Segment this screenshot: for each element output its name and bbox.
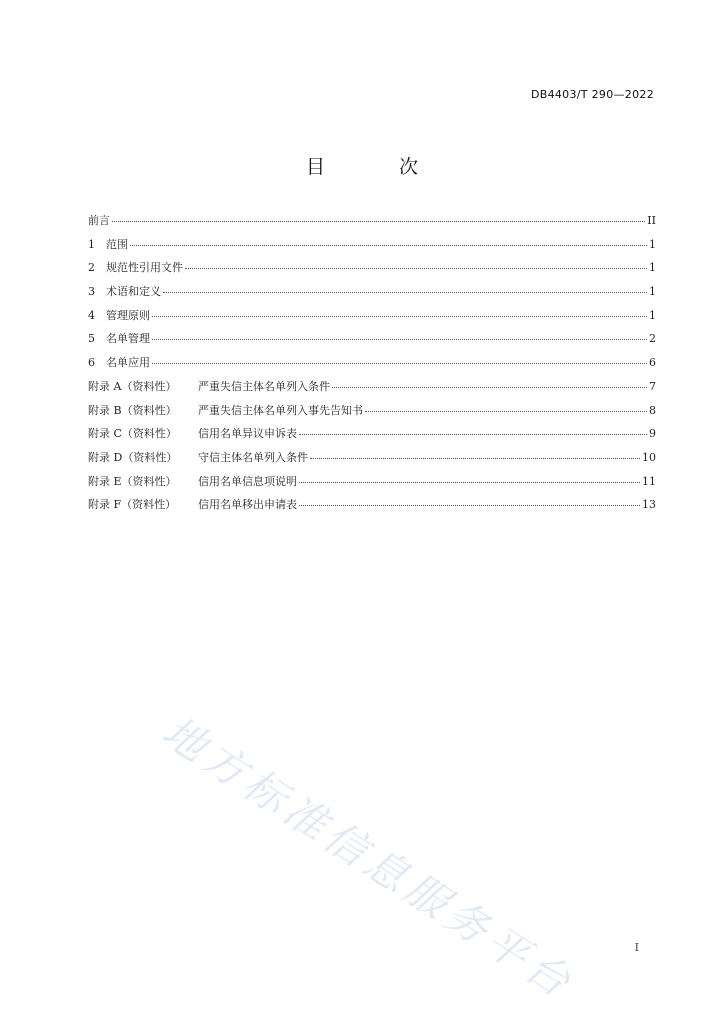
toc-section-number: 2 (88, 261, 95, 275)
toc-entry[interactable] (88, 425, 656, 449)
toc-entry[interactable] (88, 354, 656, 378)
toc-page-number: 1 (649, 308, 656, 322)
toc-entry[interactable] (88, 212, 656, 236)
toc-page-number: 7 (649, 379, 656, 393)
toc-dot-leader (299, 504, 640, 506)
toc-page-number: 6 (649, 356, 656, 370)
toc-entry-title: 信用名单信息项说明 (198, 474, 297, 488)
toc-entry[interactable] (88, 496, 656, 520)
toc-dot-leader (310, 457, 640, 459)
toc-page-number: 9 (649, 427, 656, 441)
toc-entry[interactable] (88, 307, 656, 331)
toc-section-number: 1 (88, 237, 95, 251)
toc-page-number: II (647, 214, 656, 227)
toc-entry-title: 严重失信主体名单列入条件 (198, 379, 330, 393)
toc-appendix-label: 附录 B（资料性） (88, 403, 177, 417)
toc-section-number: 4 (88, 308, 95, 322)
toc-entry-title: 术语和定义 (106, 285, 161, 299)
toc-entry-title: 信用名单异议申诉表 (198, 427, 297, 441)
toc-entry[interactable] (88, 378, 656, 402)
toc-dot-leader (112, 220, 645, 222)
toc-entry[interactable] (88, 236, 656, 260)
toc-dot-leader (299, 481, 640, 483)
toc-appendix-label: 附录 F（资料性） (88, 498, 177, 512)
toc-entry-title: 前言 (88, 214, 110, 227)
toc-page-number: 8 (649, 403, 656, 417)
toc-page-number: 11 (642, 474, 656, 488)
toc-dot-leader (152, 338, 647, 340)
table-of-contents (88, 212, 656, 520)
toc-dot-leader (130, 244, 647, 246)
toc-dot-leader (152, 315, 647, 317)
toc-page-number: 1 (649, 237, 656, 251)
watermark: 地方标准信息服务平台 (153, 706, 584, 1010)
toc-dot-leader (163, 291, 647, 293)
toc-page-number: 1 (649, 285, 656, 299)
toc-entry[interactable] (88, 402, 656, 426)
page-title: 目 次 (305, 156, 453, 178)
toc-dot-leader (185, 267, 647, 269)
toc-appendix-label: 附录 C（资料性） (88, 427, 177, 441)
toc-entry-title: 名单管理 (106, 332, 150, 346)
toc-entry[interactable] (88, 449, 656, 473)
toc-section-number: 6 (88, 356, 95, 370)
toc-entry-title: 规范性引用文件 (106, 261, 183, 275)
toc-page-number: 1 (649, 261, 656, 275)
standard-number: DB4403/T 290—2022 (530, 88, 654, 101)
toc-appendix-label: 附录 A（资料性） (88, 379, 177, 393)
toc-page-number: 10 (642, 450, 656, 464)
toc-entry-title: 范围 (106, 237, 128, 251)
toc-entry[interactable] (88, 259, 656, 283)
toc-dot-leader (152, 362, 647, 364)
toc-entry[interactable] (88, 330, 656, 354)
toc-page-number: 2 (649, 332, 656, 346)
toc-entry-title: 名单应用 (106, 356, 150, 370)
toc-entry-title: 信用名单移出申请表 (198, 498, 297, 512)
toc-entry-title: 守信主体名单列入条件 (198, 450, 308, 464)
toc-entry-title: 严重失信主体名单列入事先告知书 (198, 403, 363, 417)
toc-appendix-label: 附录 E（资料性） (88, 474, 177, 488)
toc-dot-leader (332, 386, 647, 388)
page-number: I (634, 941, 639, 954)
toc-dot-leader (365, 410, 647, 412)
toc-section-number: 3 (88, 285, 95, 299)
toc-entry[interactable] (88, 283, 656, 307)
toc-appendix-label: 附录 D（资料性） (88, 450, 178, 464)
toc-entry-title: 管理原则 (106, 308, 150, 322)
toc-dot-leader (299, 433, 647, 435)
toc-entry[interactable] (88, 473, 656, 497)
toc-section-number: 5 (88, 332, 95, 346)
toc-page-number: 13 (642, 498, 656, 512)
